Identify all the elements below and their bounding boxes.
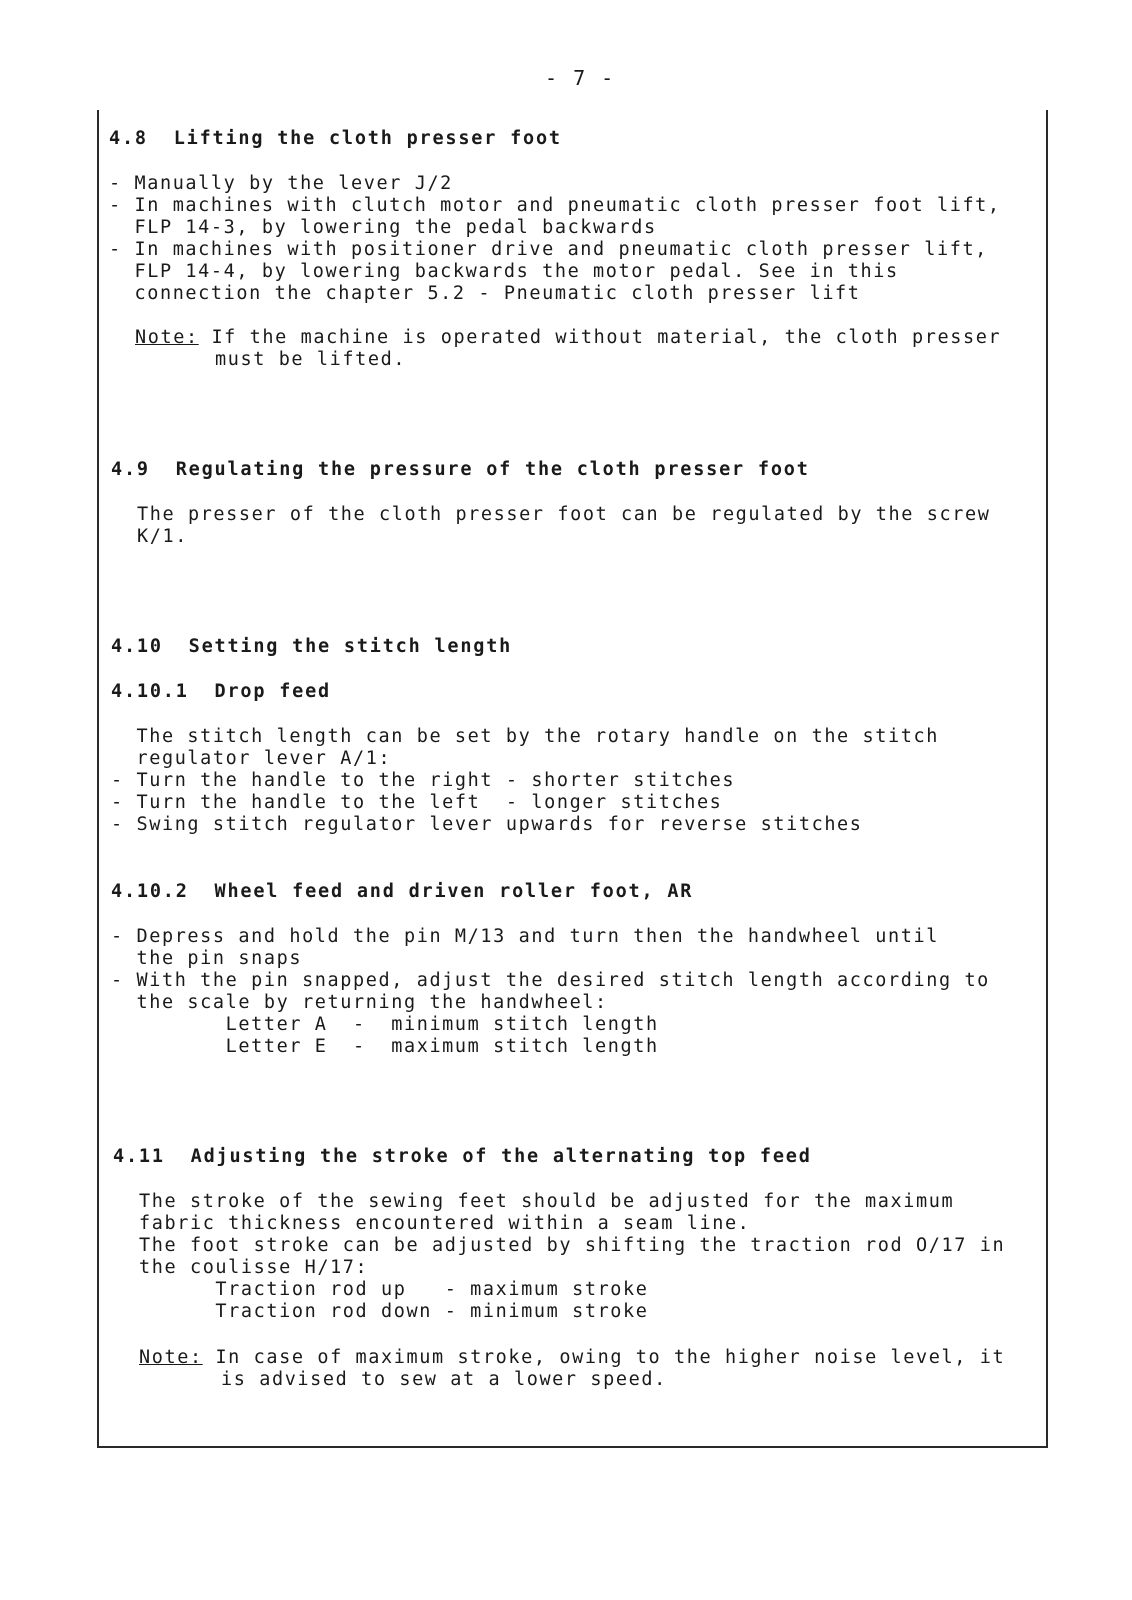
- section-4-8-line: FLP 14-4, by lowering backwards the motor pedal. See in this: [109, 261, 899, 282]
- section-4-8-line: FLP 14-3, by lowering the pedal backwards: [109, 217, 657, 238]
- page-number: - 7 -: [545, 66, 616, 90]
- section-4-10-1-line: - Turn the handle to the right - shorter stitches: [111, 770, 736, 791]
- section-4-11-title: 4.11 Adjusting the stroke of the alternating top feed: [113, 1146, 812, 1167]
- section-4-8-note: [135, 327, 1001, 349]
- section-4-10-2-line: Letter A - minimum stitch length: [111, 1014, 659, 1035]
- section-4-11-note: [139, 1347, 1005, 1369]
- section-4-8-title: 4.8 Lifting the cloth presser foot: [109, 128, 562, 149]
- section-4-8-line: - In machines with positioner drive and pneumatic cloth presser lift,: [109, 239, 988, 260]
- note-text: If the machine is operated without material, the cloth presser: [198, 327, 1002, 348]
- section-4-10-2-title: 4.10.2 Wheel feed and driven roller foot, AR: [111, 881, 694, 902]
- section-4-10-1-line: - Swing stitch regulator lever upwards for reverse stitches: [111, 814, 863, 835]
- section-4-8-line: - In machines with clutch motor and pneumatic cloth presser foot lift,: [109, 195, 1001, 216]
- section-4-11-line: The foot stroke can be adjusted by shifting the traction rod O/17 in: [139, 1235, 1006, 1256]
- section-4-8-note-cont: must be lifted.: [215, 349, 407, 370]
- section-4-11-line: the coulisse H/17:: [139, 1257, 369, 1278]
- note-label: Note:: [135, 327, 199, 348]
- section-4-10-title: 4.10 Setting the stitch length: [111, 636, 513, 657]
- section-4-10-1-title: 4.10.1 Drop feed: [111, 681, 331, 702]
- section-4-8-line: connection the chapter 5.2 - Pneumatic cloth presser lift: [109, 283, 861, 304]
- section-4-8-line: - Manually by the lever J/2: [109, 173, 453, 194]
- section-4-11-line: fabric thickness encountered within a seam line.: [139, 1213, 751, 1234]
- section-4-10-1-line: The stitch length can be set by the rotary handle on the stitch: [111, 726, 939, 747]
- section-4-9-line: The presser of the cloth presser foot can be regulated by the screw: [137, 504, 991, 525]
- section-4-10-1-line: - Turn the handle to the left - longer stitches: [111, 792, 723, 813]
- section-4-10-2-line: - With the pin snapped, adjust the desired stitch length according to: [111, 970, 990, 991]
- section-4-11-note-cont: is advised to sew at a lower speed.: [221, 1369, 667, 1390]
- section-4-11-line: Traction rod down - minimum stroke: [139, 1301, 649, 1322]
- section-4-11-line: Traction rod up - maximum stroke: [139, 1279, 649, 1300]
- section-4-10-1-line: regulator lever A/1:: [111, 748, 392, 769]
- section-4-11-line: The stroke of the sewing feet should be adjusted for the maximum: [139, 1191, 955, 1212]
- section-4-10-2-line: the scale by returning the handwheel:: [111, 992, 608, 1013]
- note-text: In case of maximum stroke, owing to the higher noise level, it: [202, 1347, 1006, 1368]
- section-4-9-line: K/1.: [137, 526, 188, 547]
- section-4-10-2-line: - Depress and hold the pin M/13 and turn then the handwheel until: [111, 926, 939, 947]
- section-4-10-2-line: Letter E - maximum stitch length: [111, 1036, 659, 1057]
- note-label: Note:: [139, 1347, 203, 1368]
- section-4-10-2-line: the pin snaps: [111, 948, 303, 969]
- section-4-9-title: 4.9 Regulating the pressure of the cloth presser foot: [111, 459, 810, 480]
